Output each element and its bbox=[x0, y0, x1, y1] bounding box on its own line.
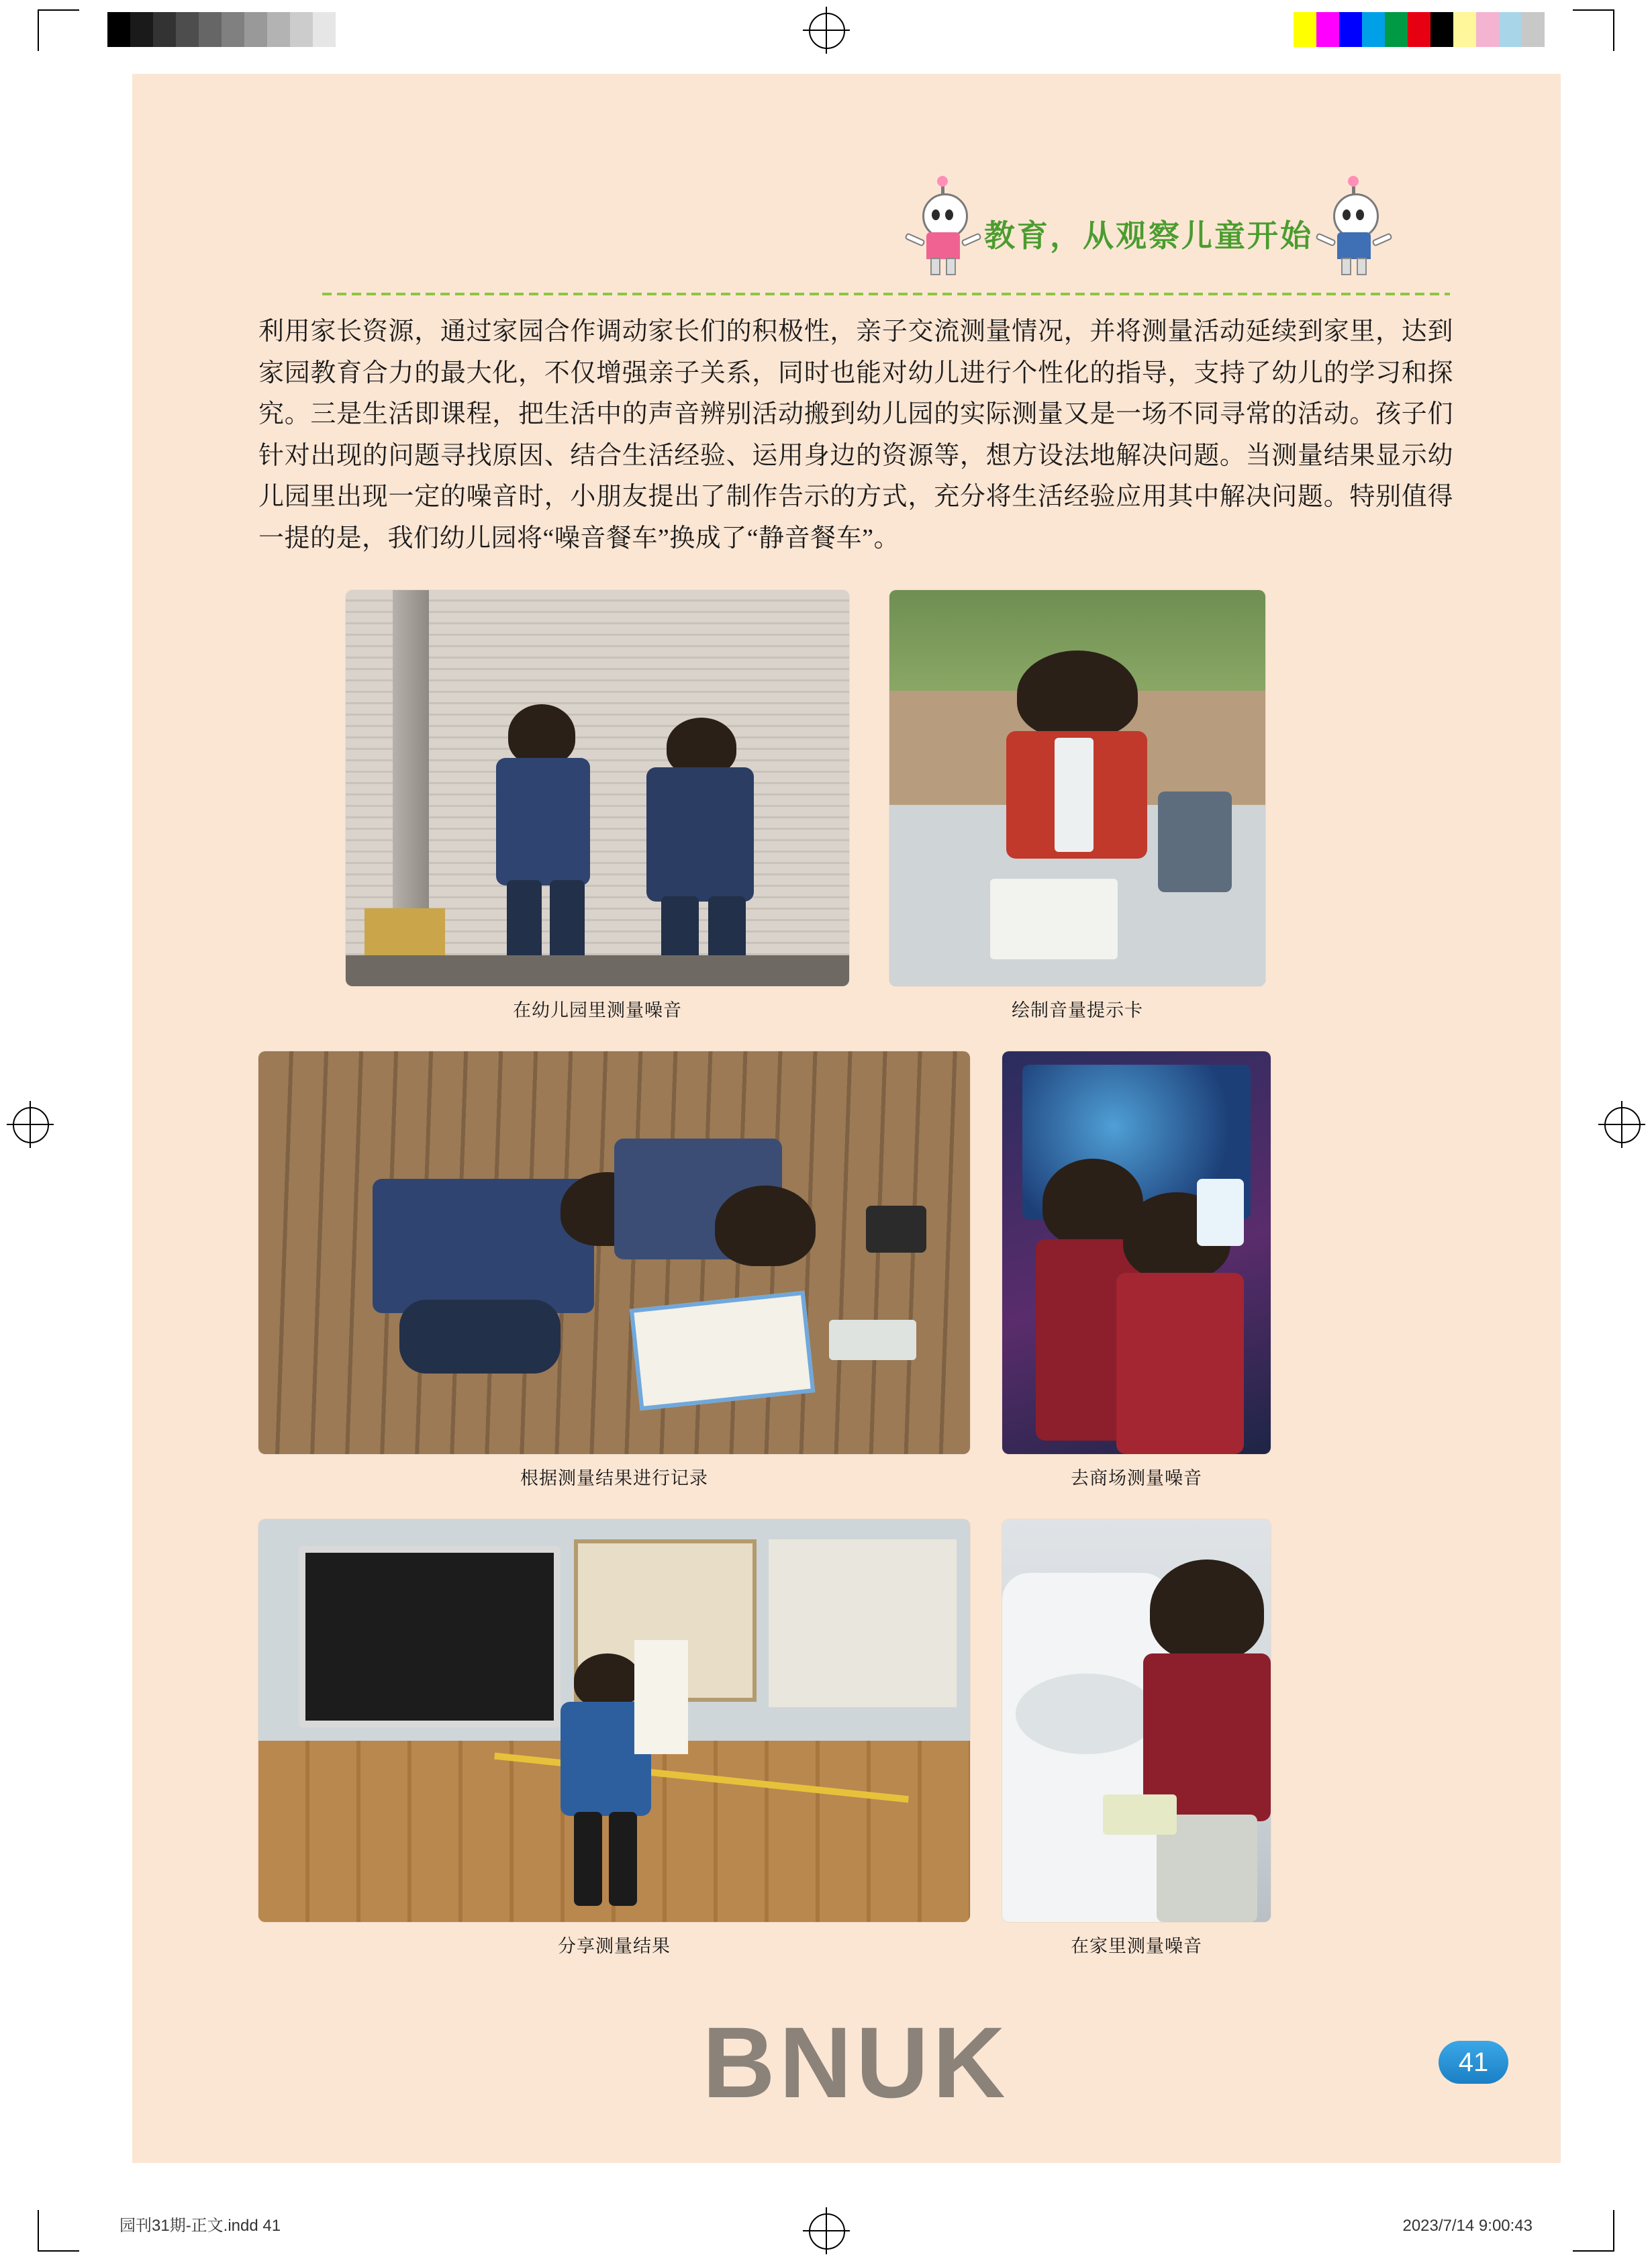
gray-patch-10 bbox=[336, 12, 358, 47]
registration-mark-right bbox=[1598, 1101, 1645, 1148]
banner-title: 教育，从观察儿童开始 bbox=[984, 218, 1313, 253]
color-patch-10 bbox=[1522, 12, 1545, 47]
page-sheet bbox=[91, 74, 1561, 2163]
figure-2-image bbox=[889, 590, 1265, 986]
crop-mark-top-left bbox=[38, 9, 79, 51]
color-patch-6 bbox=[1430, 12, 1453, 47]
registration-mark-top bbox=[803, 7, 850, 54]
gray-patch-1 bbox=[130, 12, 153, 47]
figure-2 bbox=[889, 590, 1265, 1022]
gray-patch-0 bbox=[107, 12, 130, 47]
figure-4 bbox=[1002, 1051, 1271, 1490]
photo-row-3 bbox=[258, 1519, 1453, 1958]
watermark-bnuk: BNUK bbox=[702, 2006, 1010, 2119]
figure-5-caption: 分享测量结果 bbox=[558, 1936, 671, 1957]
page-number-badge: 41 bbox=[1439, 2041, 1508, 2084]
figure-1-caption: 在幼儿园里测量噪音 bbox=[513, 1000, 682, 1021]
color-patch-7 bbox=[1453, 12, 1476, 47]
photo-row-1 bbox=[346, 590, 1453, 1022]
robot-mascot-pink-icon bbox=[914, 193, 972, 274]
color-patch-3 bbox=[1362, 12, 1385, 47]
footer-timestamp: 2023/7/14 9:00:43 bbox=[1402, 2217, 1533, 2235]
figure-3 bbox=[258, 1051, 970, 1490]
crop-mark-bottom-right bbox=[1573, 2210, 1614, 2252]
gray-patch-9 bbox=[313, 12, 336, 47]
figure-5-image bbox=[258, 1519, 970, 1922]
gray-patch-7 bbox=[267, 12, 290, 47]
color-calibration-strip bbox=[1294, 12, 1545, 47]
photo-grid bbox=[258, 590, 1453, 1958]
color-patch-1 bbox=[1316, 12, 1339, 47]
figure-3-image bbox=[258, 1051, 970, 1454]
page-content bbox=[258, 175, 1453, 2121]
color-patch-8 bbox=[1476, 12, 1499, 47]
figure-2-caption: 绘制音量提示卡 bbox=[1012, 1000, 1143, 1021]
figure-1 bbox=[346, 590, 849, 1022]
gray-patch-3 bbox=[176, 12, 199, 47]
footer-file-name: 园刊31期-正文.indd 41 bbox=[119, 2217, 281, 2235]
gray-patch-8 bbox=[290, 12, 313, 47]
figure-4-image bbox=[1002, 1051, 1271, 1454]
crop-mark-bottom-left bbox=[38, 2210, 79, 2252]
gray-patch-5 bbox=[222, 12, 244, 47]
grayscale-calibration-strip bbox=[107, 12, 358, 47]
section-banner bbox=[914, 193, 1383, 274]
figure-6-image bbox=[1002, 1519, 1271, 1922]
gray-patch-6 bbox=[244, 12, 267, 47]
registration-mark-bottom bbox=[803, 2207, 850, 2254]
registration-mark-left bbox=[7, 1101, 54, 1148]
figure-6-caption: 在家里测量噪音 bbox=[1071, 1936, 1202, 1957]
header-dashed-rule bbox=[322, 293, 1450, 295]
page-header bbox=[258, 175, 1453, 302]
figure-6 bbox=[1002, 1519, 1271, 1958]
color-patch-0 bbox=[1294, 12, 1316, 47]
figure-1-image bbox=[346, 590, 849, 986]
body-paragraph: 利用家长资源，通过家园合作调动家长们的积极性，亲子交流测量情况，并将测量活动延续到家里，达到家园教育合力的最大化，不仅增强亲子关系，同时也能对幼儿进行个性化的指导，支持了幼儿的学习和探究。三是生活即课程，把生活中的声音辨别活动搬到幼儿园的实际测量又是一场不同寻常的活动。孩子们针对出现的问题寻找原因、结合生活经验、运用身边的资源等，想方设法地解决问题。当测量结果显示幼儿园里出现一定的噪音时，小朋友提出了制作告示的方式，充分将生活经验应用其中解决问题。特别值得一提的是，我们幼儿园将“噪音餐车”换成了“静音餐车”。 bbox=[258, 318, 1453, 552]
color-patch-5 bbox=[1408, 12, 1430, 47]
color-patch-9 bbox=[1499, 12, 1522, 47]
photo-row-2 bbox=[258, 1051, 1453, 1490]
page-gutter bbox=[91, 74, 132, 2163]
gray-patch-2 bbox=[153, 12, 176, 47]
figure-3-caption: 根据测量结果进行记录 bbox=[520, 1468, 708, 1489]
figure-4-caption: 去商场测量噪音 bbox=[1071, 1468, 1202, 1489]
crop-mark-top-right bbox=[1573, 9, 1614, 51]
color-patch-4 bbox=[1385, 12, 1408, 47]
robot-mascot-blue-icon bbox=[1325, 193, 1383, 274]
color-patch-2 bbox=[1339, 12, 1362, 47]
figure-5 bbox=[258, 1519, 970, 1958]
gray-patch-4 bbox=[199, 12, 222, 47]
